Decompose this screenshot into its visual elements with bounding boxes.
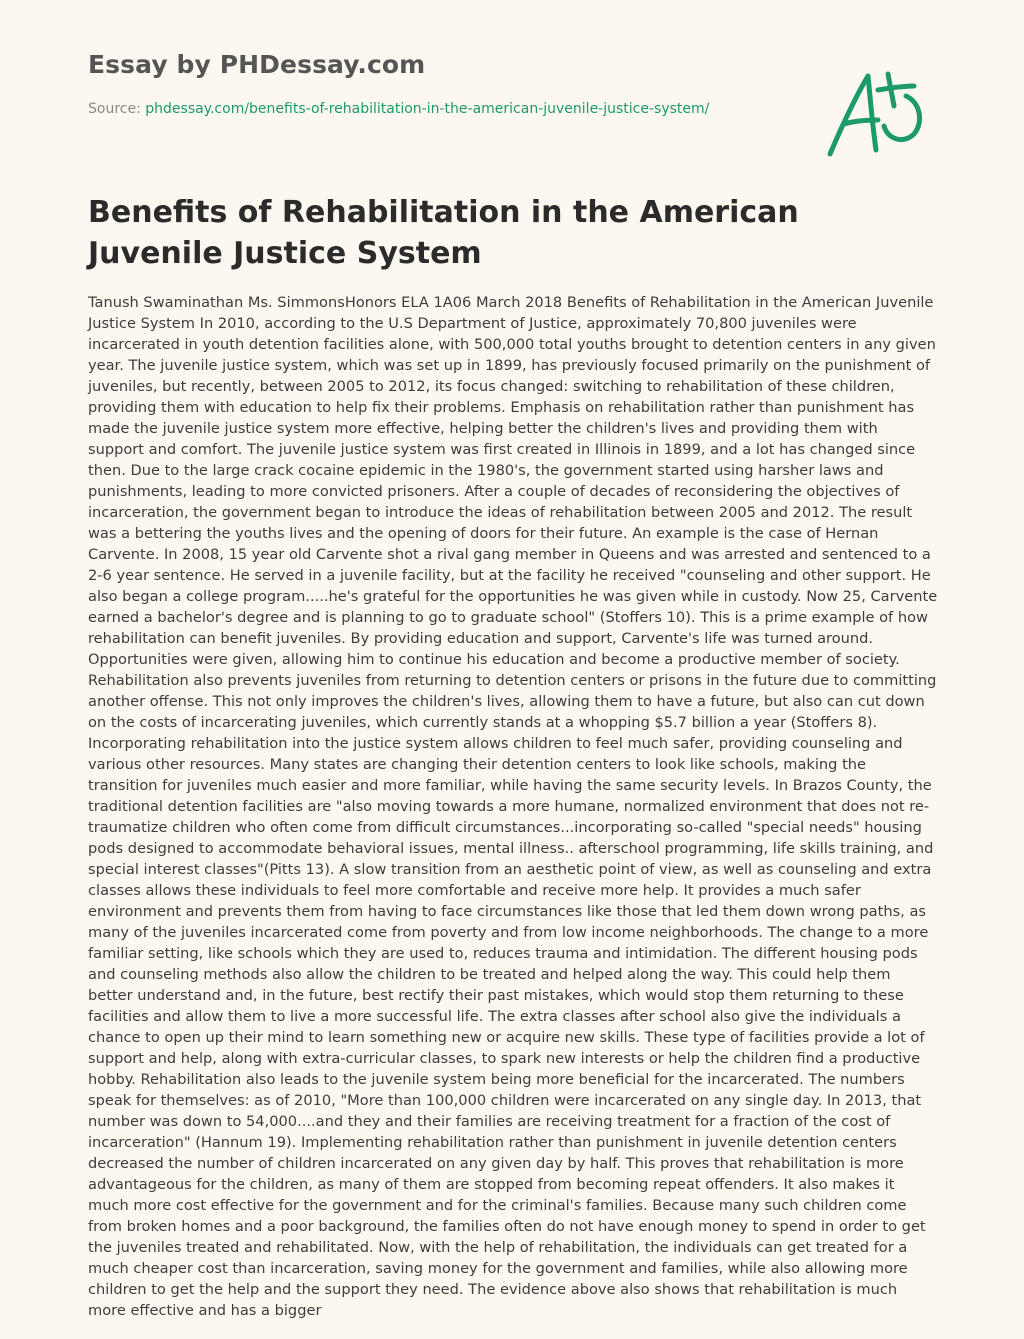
essay-title: Benefits of Rehabilitation in the American Juvenile Justice System [88, 195, 799, 271]
site-brand: Essay by PHDessay.com [88, 50, 426, 79]
a-plus-icon [822, 66, 926, 160]
source-link[interactable]: phdessay.com/benefits-of-rehabilitation-in-the-american-juvenile-justice-system/ [145, 101, 710, 117]
essay-body: Tanush Swaminathan Ms. SimmonsHonors ELA 1A06 March 2018 Benefits of Rehabilitation in the American Juvenile Justice System In 2010, according to the U.S Department of Justice, approximately 70,800 juveniles were incarcerated in youth detention facilities alone, with 500,000 total youths brought to detention centers in any given year. The juvenile justice system, which was set up in 1899, has previously focused primarily on the punishment of juveniles, but recently, between 2005 to 2012, its focus changed: switching to rehabilitation of these children, providing them with education to help fix their problems. Emphasis on rehabilitation rather than punishment has made the juvenile justice system more effective, helping better the children's lives and providing them with support and comfort. The juvenile justice system was first created in Illinois in 1899, and a lot has changed since then. Due to the large crack cocaine epidemic in the 1980's, the government started using harsher laws and punishments, leading to more convicted prisoners. After a couple of decades of reconsidering the objectives of incarceration, the government began to introduce the ideas of rehabilitation between 2005 and 2012. The result was a bettering the youths lives and the opening of doors for their future. An example is the case of Hernan Carvente. In 2008, 15 year old Carvente shot a rival gang member in Queens and was arrested and sentenced to a 2-6 year sentence. He served in a juvenile facility, but at the facility he received "counseling and other support. He also began a college program.....he's grateful for the opportunities he was given while in custody. Now 25, Carvente earned a bachelor's degree and is planning to go to graduate school" (Stoffers 10). This is a prime example of how rehabilitation can benefit juveniles. By providing education and support, Carvente's life was turned around. Opportunities were given, allowing him to continue his education and become a productive member of society. Rehabilitation also prevents juveniles from returning to detention centers or prisons in the future due to committing another offense. This not only improves the children's lives, allowing them to have a future, but also can cut down on the costs of incarcerating juveniles, which currently stands at a whopping $5.7 billion a year (Stoffers 8). Incorporating rehabilitation into the justice system allows children to feel much safer, providing counseling and various other resources. Many states are changing their detention centers to look like schools, making the transition for juveniles much easier and more familiar, while having the same security levels. In Brazos County, the traditional detention facilities are "also moving towards a more humane, normalized environment that does not re-traumatize children who often come from difficult circumstances...incorporating so-called "special needs" housing pods designed to accommodate behavioral issues, mental illness.. afterschool programming, life skills training, and special interest classes"(Pitts 13). A slow transition from an aesthetic point of view, as well as counseling and extra classes allows these individuals to feel more comfortable and receive more help. It provides a much safer environment and prevents them from having to face circumstances like those that led them down wrong paths, as many of the juveniles incarcerated come from poverty and from low income neighborhoods. The change to a more familiar setting, like schools which they are used to, reduces trauma and intimidation. The different housing pods and counseling methods also allow the children to be treated and helped along the way. This could help them better understand and, in the future, best rectify their past mistakes, which would stop them returning to these facilities and allow them to live a more successful life. The extra classes after school also give the individuals a chance to open up their mind to learn something new or acquire new skills. These type of facilities provide a lot of support and help, along with extra-curricular classes, to spark new interests or help the children find a productive hobby. Rehabilitation also leads to the juvenile system being more beneficial for the incarcerated. The numbers speak for themselves: as of 2010, "More than 100,000 children were incarcerated on any single day. In 2013, that number was down to 54,000....and they and their families are receiving treatment for a fraction of the cost of incarceration" (Hannum 19). Implementing rehabilitation rather than punishment in juvenile detention centers decreased the number of children incarcerated on any given day by half. This proves that rehabilitation is more advantageous for the children, as many of them are stopped from becoming repeat offenders. It also makes it much more cost effective for the government and for the criminal's families. Because many such children come from broken homes and a poor background, the families often do not have enough money to spend in order to get the juveniles treated and rehabilitated. Now, with the help of rehabilitation, the individuals can get treated for a much cheaper cost than incarceration, saving money for the government and families, while also allowing more children to get the help and the support they need. The evidence above also shows that rehabilitation is much more effective and has a bigger [88, 294, 938, 1319]
source-label: Source: [88, 101, 146, 117]
source-line [88, 101, 709, 117]
